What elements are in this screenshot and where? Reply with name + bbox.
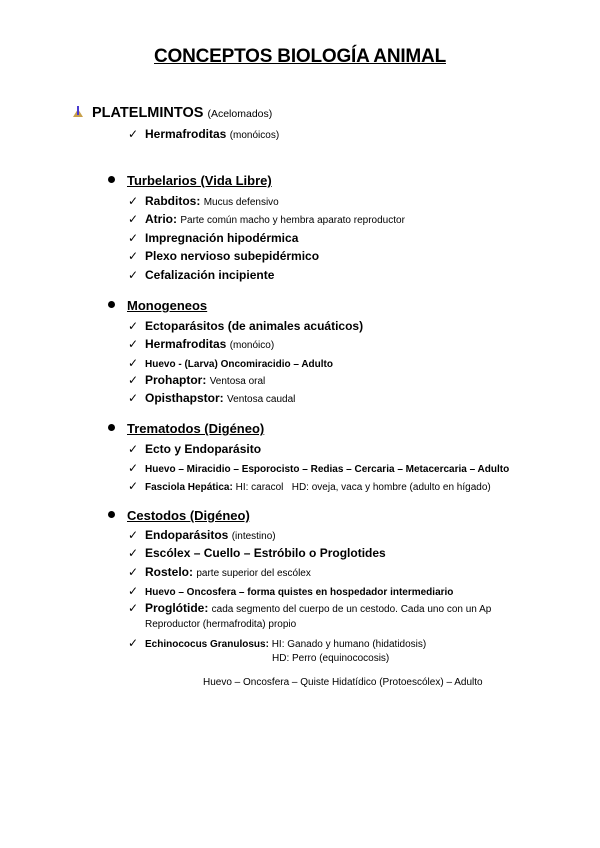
checkmark-icon: ✓: [128, 212, 139, 226]
list-item: ✓ Fasciola Hepática: HI: caracol HD: oveja, vaca y hombre (adulto en hígado): [128, 479, 491, 493]
section-heading: Cestodos (Digéneo): [108, 508, 250, 523]
list-item: ✓ Plexo nervioso subepidérmico: [128, 249, 320, 263]
checkmark-icon: ✓: [128, 636, 139, 650]
main-heading: [72, 105, 272, 121]
checkmark-icon: ✓: [128, 319, 139, 333]
checkmark-icon: ✓: [128, 442, 139, 456]
checkmark-icon: ✓: [128, 565, 139, 579]
list-item: ✓ Hermafroditas (monóico): [128, 337, 275, 351]
list-item: ✓ Endoparásitos (intestino): [128, 528, 276, 542]
checkmark-icon: ✓: [128, 127, 139, 141]
section-heading: Trematodos (Digéneo): [108, 421, 264, 436]
list-item: ✓ Opisthapstor: Ventosa caudal: [128, 391, 296, 405]
checkmark-icon: ✓: [128, 249, 139, 263]
checkmark-icon: ✓: [128, 231, 139, 245]
list-item: ✓ Huevo - (Larva) Oncomiracidio – Adulto: [128, 356, 333, 370]
checkmark-icon: ✓: [128, 194, 139, 208]
bullet-icon: [108, 424, 115, 431]
arrow-bullet-icon: [72, 106, 84, 118]
checkmark-icon: ✓: [128, 337, 139, 351]
list-item: ✓ Rostelo: parte superior del escólex: [128, 565, 311, 579]
main-heading-note: (Acelomados): [207, 108, 273, 120]
checkmark-icon: ✓: [128, 528, 139, 542]
page-title: CONCEPTOS BIOLOGÍA ANIMAL: [154, 46, 446, 67]
list-item: ✓ Huevo – Miracidio – Esporocisto – Redias – Cercaria – Metacercaria – Adulto: [128, 461, 510, 475]
checkmark-icon: ✓: [128, 356, 139, 370]
list-item: ✓ Rabditos: Mucus defensivo: [128, 194, 279, 208]
main-heading-text: PLATELMINTOS: [92, 105, 204, 121]
list-item: ✓ Prohaptor: Ventosa oral: [128, 373, 266, 387]
list-item: ✓ Proglótide: cada segmento del cuerpo de un cestodo. Cada uno con un Ap: [128, 601, 492, 615]
checkmark-icon: ✓: [128, 601, 139, 615]
bullet-icon: [108, 301, 115, 308]
list-item: ✓ Echinococus Granulosus: HI: Ganado y humano (hidatidosis): [128, 636, 427, 650]
list-item: ✓ Escólex – Cuello – Estróbilo o Proglotides: [128, 546, 386, 560]
checkmark-icon: ✓: [128, 479, 139, 493]
bullet-icon: [108, 511, 115, 518]
checkmark-icon: ✓: [128, 391, 139, 405]
section-heading: Monogeneos: [108, 298, 207, 313]
list-item: ✓ Atrio: Parte común macho y hembra aparato reproductor: [128, 212, 405, 226]
bullet-icon: [108, 176, 115, 183]
list-item: ✓ Ectoparásitos (de animales acuáticos): [128, 319, 364, 333]
list-item: ✓ Cefalización incipiente: [128, 268, 275, 282]
list-item: ✓ Ecto y Endoparásito: [128, 442, 262, 456]
continuation-text: HD: Perro (equinococosis): [272, 653, 390, 664]
checkmark-icon: ✓: [128, 373, 139, 387]
continuation-text: Reproductor (hermafrodita) propio: [145, 619, 297, 630]
lifecycle-text: Huevo – Oncosfera – Quiste Hidatídico (Protoescólex) – Adulto: [203, 677, 483, 688]
list-item: ✓ Huevo – Oncosfera – forma quistes en hospedador intermediario: [128, 584, 454, 598]
list-item: ✓ Impregnación hipodérmica: [128, 231, 299, 245]
section-heading: Turbelarios (Vida Libre): [108, 173, 272, 188]
checkmark-icon: ✓: [128, 461, 139, 475]
checkmark-icon: ✓: [128, 268, 139, 282]
checkmark-icon: ✓: [128, 584, 139, 598]
checkmark-icon: ✓: [128, 546, 139, 560]
list-item: ✓ Hermafroditas (monóicos): [128, 127, 280, 141]
